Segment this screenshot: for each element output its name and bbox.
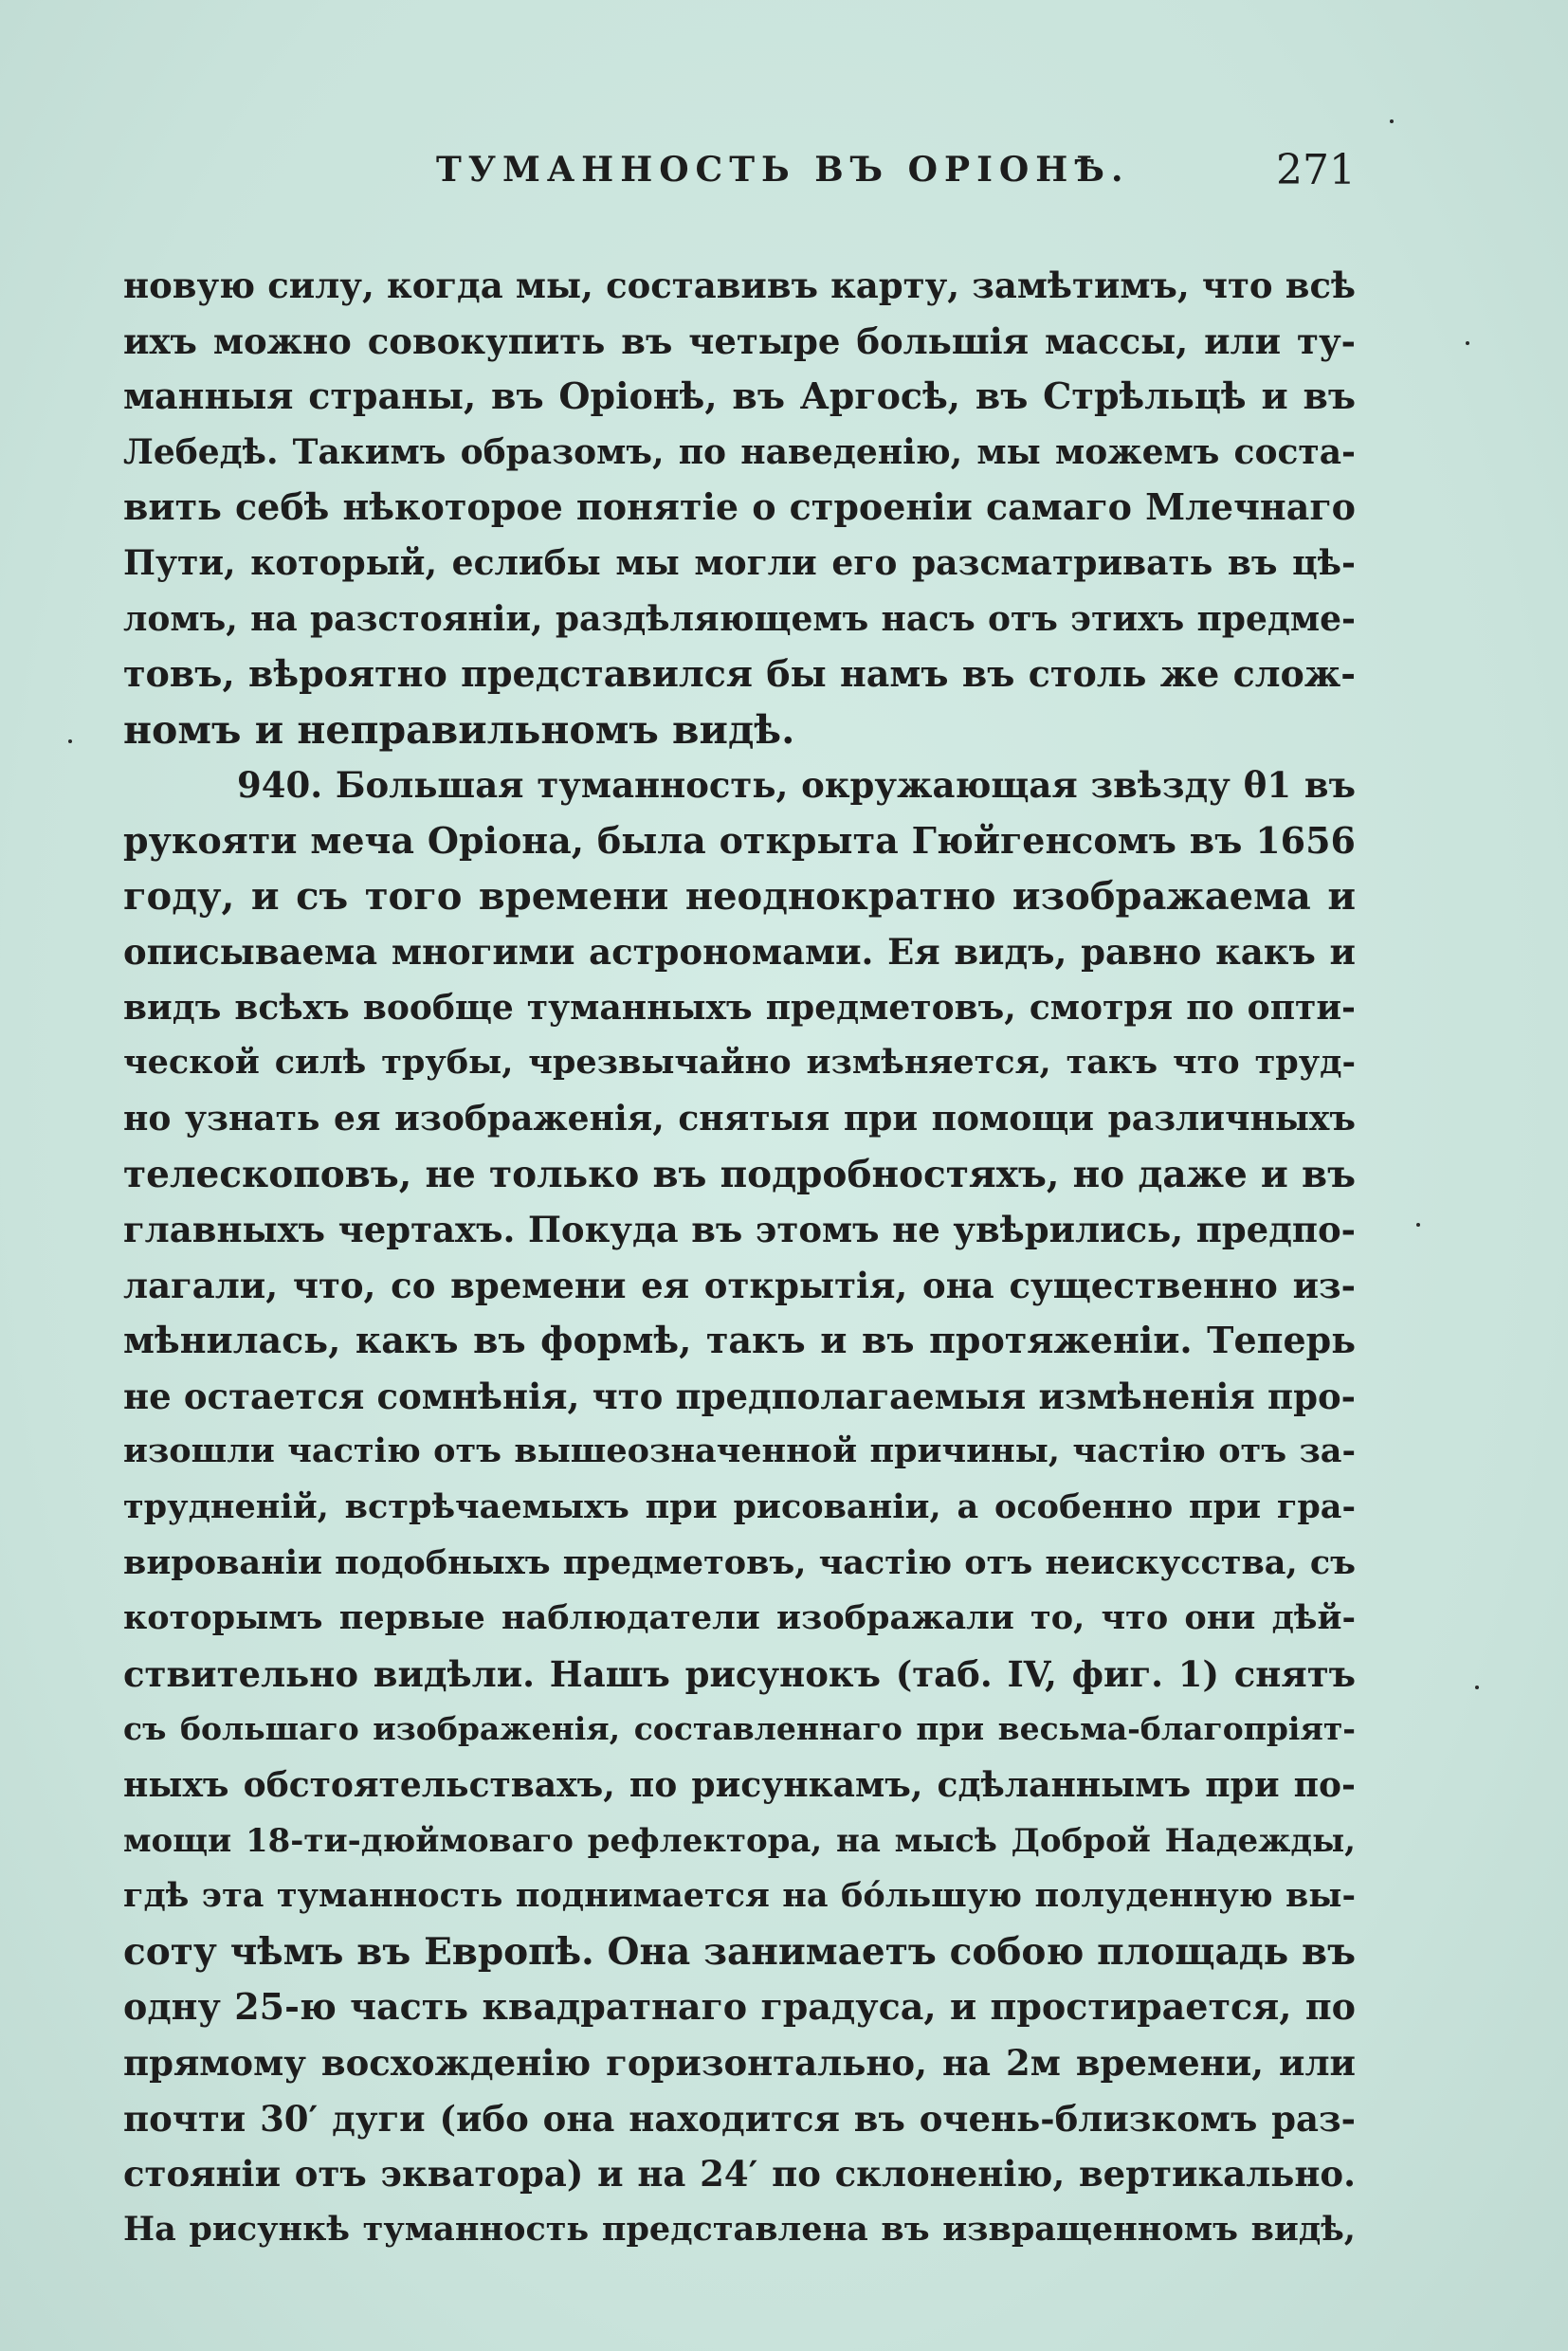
text-line: соту чѣмъ въ Европѣ. Она занимаетъ собою площадь въ [123,1929,1356,1974]
text-line: почти 30′ дуги (ибо она находится въ очень-близкомъ раз- [123,2097,1356,2140]
text-line: ломъ, на разстояніи, раздѣляющемъ насъ отъ этихъ предме- [123,598,1356,639]
paper-speck [1466,341,1469,345]
text-line: Лебедѣ. Такимъ образомъ, по наведенію, мы можемъ соста- [123,431,1356,472]
running-title: ТУМАННОСТЬ ВЪ ОРІОНѢ. [436,150,1130,190]
text-line: трудненій, встрѣчаемыхъ при рисованіи, а особенно при гра- [123,1487,1356,1527]
text-line: которымъ первые наблюдатели изображали то, что они дѣй- [123,1598,1356,1638]
text-line: вированіи подобныхъ предметовъ, частію отъ неискусства, съ [123,1542,1356,1582]
text-line: лагали, что, со времени ея открытія, она существенно из- [123,1264,1356,1306]
text-line: но узнать ея изображенія, снятыя при помощи различныхъ [123,1098,1356,1139]
text-line: мощи 18-ти-дюймоваго рефлектора, на мысѣ Доброй Надежды, [123,1821,1356,1860]
text-line: На рисункѣ туманность представлена въ извращенномъ видѣ, [123,2209,1356,2249]
text-line: вить себѣ нѣкоторое понятіе о строеніи самаго Млечнаго [123,485,1356,529]
text-line: ствительно видѣли. Нашъ рисунокъ (таб. IV, фиг. 1) снятъ [123,1652,1356,1695]
text-line: номъ и неправильномъ видѣ. [123,706,795,753]
paper-speck [68,739,72,743]
text-line: новую силу, когда мы, составивъ карту, замѣтимъ, что всѣ [123,264,1356,306]
text-line: стояніи отъ экватора) и на 24′ по склоненію, вертикально. [123,2153,1356,2196]
text-line: товъ, вѣроятно представился бы намъ въ столь же слож- [123,652,1356,696]
text-line: изошли частію отъ вышеозначенной причины, частію отъ за- [123,1431,1356,1471]
text-line: Пути, который, еслибы мы могли его разсматривать въ цѣ- [123,542,1356,583]
text-line: не остается сомнѣнія, что предполагаемыя измѣненія про- [123,1375,1356,1417]
paper-speck [1390,119,1394,123]
paper-speck [1475,1686,1479,1689]
text-line: мѣнилась, какъ въ формѣ, такъ и въ протяженіи. Теперь [123,1319,1356,1362]
text-line: гдѣ эта туманность поднимается на бóльшую полуденную вы- [123,1876,1356,1916]
text-line: рукояти меча Оріона, была открыта Гюйгенсомъ въ 1656 [123,818,1356,862]
text-line: ныхъ обстоятельствахъ, по рисункамъ, сдѣланнымъ при по- [123,1765,1356,1806]
text-line: телескоповъ, не только въ подробностяхъ, но даже и въ [123,1152,1356,1196]
text-line: прямому восхожденію горизонтально, на 2м времени, или [123,2042,1356,2084]
body-text [123,258,1356,2257]
text-line: съ большаго изображенія, составленнаго при весьма-благопріят- [123,1710,1356,1748]
text-line: ихъ можно совокупить въ четыре большія массы, или ту- [123,319,1356,362]
text-line: ческой силѣ трубы, чрезвычайно измѣняется, такъ что труд- [123,1043,1356,1083]
text-line: описываема многими астрономами. Ея видъ, равно какъ и [123,931,1356,974]
paragraph-start-line: 940. Большая туманность, окружающая звѣзду θ1 въ [237,764,1356,807]
paper-speck [1416,1223,1420,1227]
text-line: году, и съ того времени неоднократно изображаема и [123,873,1356,919]
text-line: главныхъ чертахъ. Покуда въ этомъ не увѣрились, предпо- [123,1209,1356,1251]
page-header [123,146,1356,203]
text-line: одну 25-ю часть квадратнаго градуса, и простирается, по [123,1985,1356,2029]
text-line: манныя страны, въ Оріонѣ, въ Аргосѣ, въ Стрѣльцѣ и въ [123,374,1356,418]
page-number: 271 [1276,146,1356,194]
text-line: видъ всѣхъ вообще туманныхъ предметовъ, смотря по опти- [123,987,1356,1028]
